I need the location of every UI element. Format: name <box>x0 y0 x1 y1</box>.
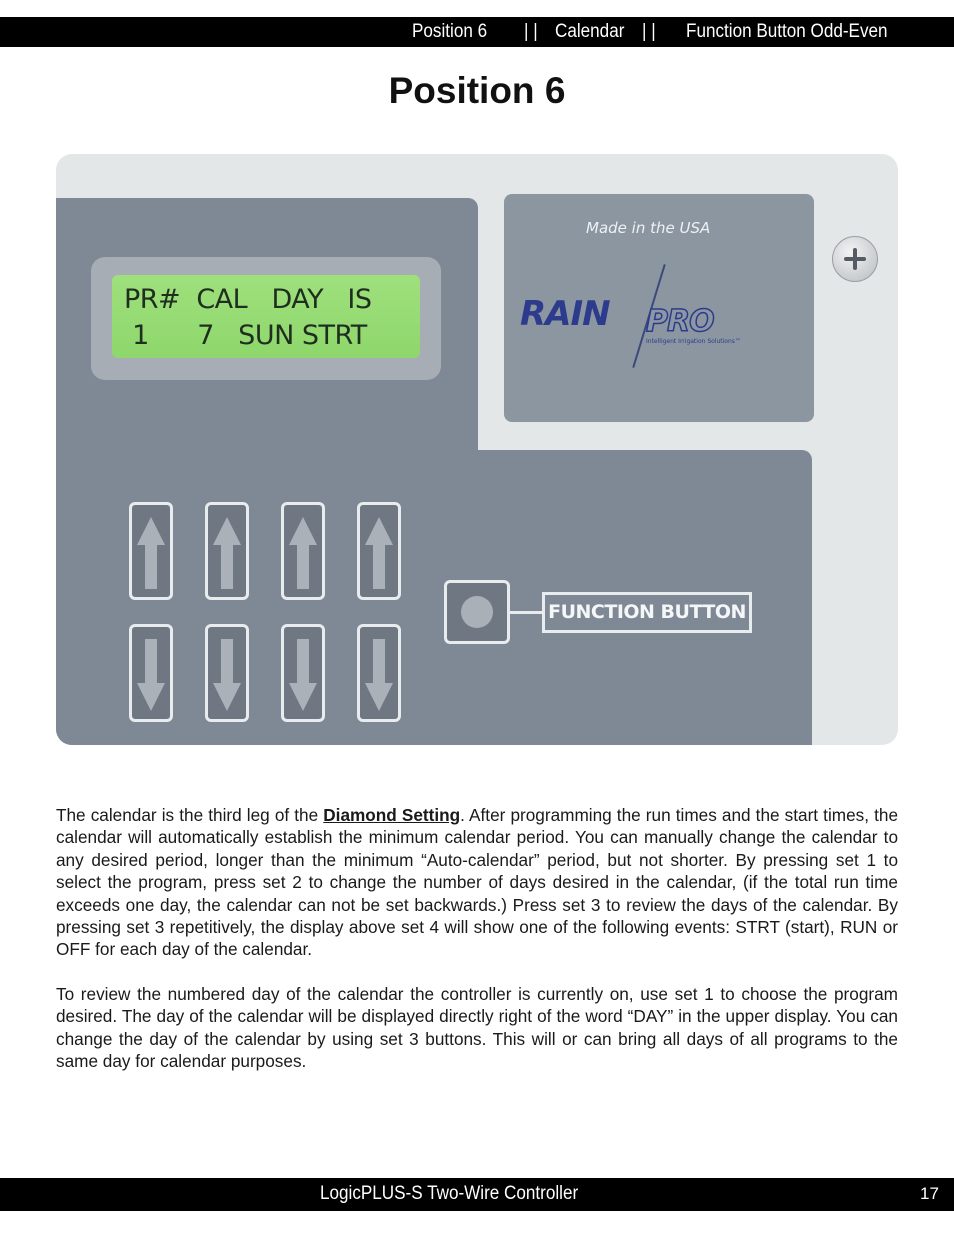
up-arrow-icon <box>364 515 394 591</box>
up-arrow-icon <box>136 515 166 591</box>
brand-logo-pro: PRO <box>646 304 714 339</box>
body-paragraph-1 <box>56 804 898 961</box>
controller-figure <box>56 154 898 745</box>
down-arrow-icon <box>212 637 242 713</box>
breadcrumb-separator: | | <box>524 21 538 42</box>
breadcrumb-function-button: Function Button Odd-Even <box>686 21 888 42</box>
function-button-connector <box>510 611 542 614</box>
plus-icon[interactable] <box>832 236 878 282</box>
set-1-up-button[interactable] <box>129 502 173 600</box>
header-bar <box>0 17 954 47</box>
breadcrumb-separator: | | <box>642 21 656 42</box>
made-in-usa-label: Made in the USA <box>586 219 711 237</box>
down-arrow-icon <box>288 637 318 713</box>
body-paragraph-2: To review the numbered day of the calendar the controller is currently on, use set 1 to choose the program desired. The day of the calendar will be displayed directly right of the word “DAY” in the upper display. You can change the day of the calendar by using set 3 buttons. This will or can bring all days of all programs to the same day for calendar purposes. <box>56 984 898 1072</box>
footer-bar <box>0 1178 954 1211</box>
breadcrumb-position: Position 6 <box>412 21 488 42</box>
page-title: Position 6 <box>388 70 566 111</box>
up-arrow-icon <box>288 515 318 591</box>
breadcrumb-calendar: Calendar <box>555 21 625 42</box>
paragraph-text: The calendar is the third leg of the <box>56 805 324 825</box>
set-2-up-button[interactable] <box>205 502 249 600</box>
lcd-line-1: PR# CAL DAY IS <box>124 284 372 315</box>
lcd-line-2: 1 7 SUN STRT <box>124 320 367 351</box>
brand-tagline: Intelligent Irrigation Solutions™ <box>646 338 741 345</box>
down-arrow-icon <box>136 637 166 713</box>
diamond-setting-link[interactable]: Diamond Setting <box>323 805 461 825</box>
up-arrow-icon <box>212 515 242 591</box>
footer-title: LogicPLUS-S Two-Wire Controller <box>320 1183 579 1204</box>
down-arrow-icon <box>364 637 394 713</box>
page-number: 17 <box>920 1184 939 1203</box>
brand-logo-rain: RAIN <box>520 294 610 334</box>
function-button[interactable] <box>444 580 510 644</box>
set-1-down-button[interactable] <box>129 624 173 722</box>
set-3-up-button[interactable] <box>281 502 325 600</box>
function-button-label: FUNCTION BUTTON <box>542 592 752 633</box>
set-2-down-button[interactable] <box>205 624 249 722</box>
set-4-up-button[interactable] <box>357 502 401 600</box>
set-4-down-button[interactable] <box>357 624 401 722</box>
paragraph-text: . After programming the run times and the start times, the calendar will automatically establish the minimum calendar period. You can manually change the calendar to any desired period, longer than the minimum “Auto-calendar” period, but not shorter. By pressing set 1 to select the program, press set 2 to change the number of days desired in the calendar, (if the total run time exceeds one day, the calendar can not be set backwards.) Press set 3 to review the days of the calendar. By pressing set 3 repetitively, the display above set 4 will show one of the following events: STRT (start), RUN or OFF for each day of the calendar. <box>56 805 899 960</box>
set-3-down-button[interactable] <box>281 624 325 722</box>
